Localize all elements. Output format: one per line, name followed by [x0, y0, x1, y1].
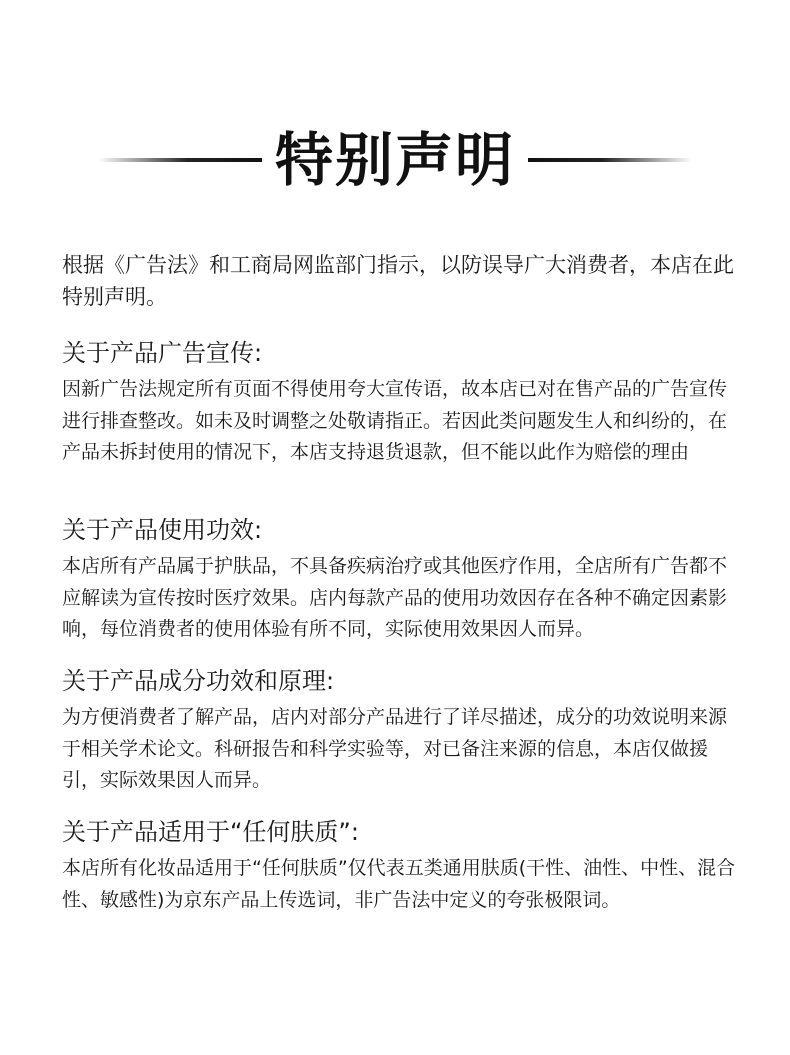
title-right-rule [528, 158, 692, 162]
section-skin-type [62, 817, 742, 916]
title-left-rule [98, 158, 262, 162]
section-body: 为方便消费者了解产品，店内对部分产品进行了详尽描述，成分的功效说明来源于相关学术论文。科研报告和科学实验等，对已备注来源的信息，本店仅做援引，实际效果因人而异。 [62, 706, 728, 791]
intro-paragraph: 根据《广告法》和工商局网监部门指示，以防误导广大消费者，本店在此特别声明。 [62, 253, 734, 309]
title-row [0, 120, 790, 200]
section-heading: 关于产品成分功效和原理: [62, 667, 335, 695]
section-advertising [62, 338, 742, 469]
section-body: 本店所有化妆品适用于“任何肤质”仅代表五类通用肤质(干性、油性、中性、混合性、敏感性)为京东产品上传选词，非广告法中定义的夸张极限词。 [62, 857, 736, 911]
section-heading: 关于产品广告宣传: [62, 339, 263, 367]
section-ingredients [62, 666, 742, 797]
section-body: 因新广告法规定所有页面不得使用夸大宣传语，故本店已对在售产品的广告宣传进行排查整改。如未及时调整之处敬请指正。若因此类问题发生人和纠纷的，在产品未拆封使用的情况下，本店支持退货退款，但不能以此作为赔偿的理由 [62, 378, 728, 463]
section-body: 本店所有产品属于护肤品，不具备疾病治疗或其他医疗作用，全店所有广告都不应解读为宣传按时医疗效果。店内每款产品的使用功效因存在各种不确定因素影响，每位消费者的使用体验有所不同，实际使用效果因人而异。 [62, 555, 728, 640]
page-title: 特别声明 [274, 126, 515, 194]
section-heading: 关于产品适用于“任何肤质”: [62, 818, 359, 846]
section-heading: 关于产品使用功效: [62, 516, 263, 544]
section-efficacy [62, 515, 742, 646]
